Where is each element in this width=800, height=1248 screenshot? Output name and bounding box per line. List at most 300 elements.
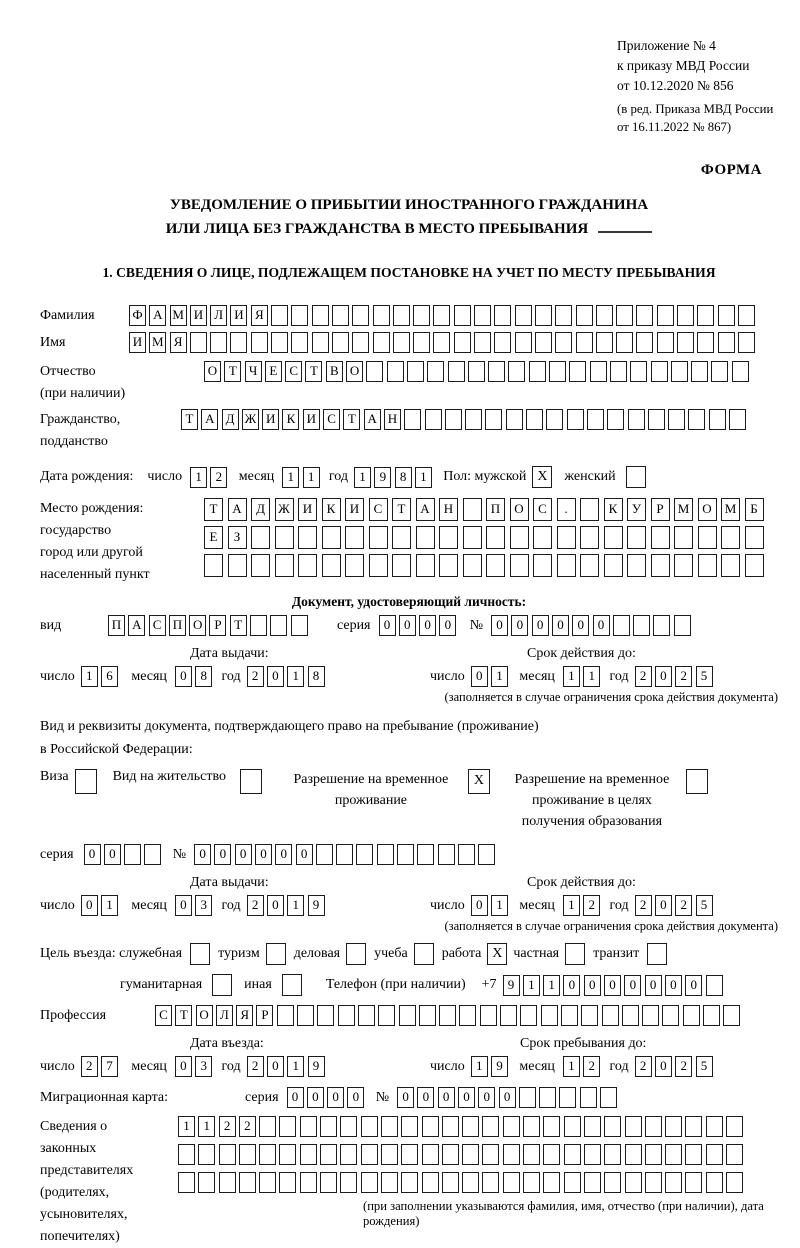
char-cell[interactable]: 0 [347,1087,364,1108]
char-cell[interactable]: 0 [685,975,702,996]
char-cell[interactable]: 0 [194,844,211,865]
char-cell[interactable] [494,305,511,326]
char-cell[interactable] [555,332,572,353]
char-cell[interactable] [322,554,341,577]
char-cell[interactable] [596,332,613,353]
char-cell[interactable] [633,615,650,636]
char-cell[interactable]: 0 [84,844,101,865]
char-cell[interactable] [317,1005,334,1026]
char-cell[interactable] [439,554,458,577]
char-cell[interactable]: 1 [563,666,580,687]
char-cell[interactable] [259,1144,276,1165]
char-cell[interactable] [316,844,333,865]
private-checkbox[interactable] [565,943,585,965]
char-cell[interactable] [378,1005,395,1026]
char-cell[interactable] [465,409,482,430]
char-cell[interactable]: 1 [282,467,299,488]
char-cell[interactable]: 2 [635,895,652,916]
char-cell[interactable] [392,526,411,549]
char-cell[interactable]: Н [439,498,458,521]
char-cell[interactable] [604,526,623,549]
char-cell[interactable]: 1 [287,895,304,916]
char-cell[interactable] [677,332,694,353]
char-cell[interactable]: И [345,498,364,521]
char-cell[interactable] [541,1005,558,1026]
char-cell[interactable] [340,1172,357,1193]
char-cell[interactable] [204,554,223,577]
char-cell[interactable]: 0 [417,1087,434,1108]
char-cell[interactable]: Я [251,305,268,326]
char-cell[interactable] [416,526,435,549]
char-cell[interactable] [604,1172,621,1193]
char-cell[interactable]: 0 [552,615,569,636]
char-cell[interactable]: М [674,498,693,521]
char-cell[interactable]: 1 [287,1056,304,1077]
char-cell[interactable] [373,305,390,326]
char-cell[interactable]: 0 [499,1087,516,1108]
char-cell[interactable] [340,1144,357,1165]
char-cell[interactable]: 1 [303,467,320,488]
char-cell[interactable] [298,526,317,549]
char-cell[interactable]: 1 [523,975,540,996]
char-cell[interactable]: 9 [308,895,325,916]
char-cell[interactable] [539,1087,556,1108]
char-cell[interactable] [462,1144,479,1165]
char-cell[interactable]: 0 [491,615,508,636]
char-cell[interactable]: 0 [655,666,672,687]
char-cell[interactable] [561,1005,578,1026]
char-cell[interactable] [711,361,728,382]
char-cell[interactable] [604,554,623,577]
char-cell[interactable] [458,844,475,865]
char-cell[interactable]: А [364,409,381,430]
char-cell[interactable] [519,1087,536,1108]
char-cell[interactable] [144,844,161,865]
char-cell[interactable] [462,1172,479,1193]
char-cell[interactable]: 0 [471,895,488,916]
char-cell[interactable] [590,361,607,382]
char-cell[interactable]: 0 [511,615,528,636]
char-cell[interactable] [721,554,740,577]
char-cell[interactable] [581,1005,598,1026]
char-cell[interactable] [510,526,529,549]
char-cell[interactable]: 2 [675,666,692,687]
temp-residence-checkbox[interactable]: X [468,769,490,794]
char-cell[interactable]: 6 [101,666,118,687]
char-cell[interactable]: 8 [195,666,212,687]
char-cell[interactable] [651,554,670,577]
char-cell[interactable] [291,615,308,636]
char-cell[interactable]: 2 [675,1056,692,1077]
char-cell[interactable]: П [108,615,125,636]
char-cell[interactable] [709,409,726,430]
char-cell[interactable]: 9 [308,1056,325,1077]
char-cell[interactable] [662,1005,679,1026]
char-cell[interactable]: Т [204,498,223,521]
char-cell[interactable]: 0 [438,1087,455,1108]
char-cell[interactable] [478,844,495,865]
char-cell[interactable] [369,554,388,577]
char-cell[interactable]: Л [216,1005,233,1026]
char-cell[interactable] [515,305,532,326]
char-cell[interactable] [564,1144,581,1165]
char-cell[interactable] [459,1005,476,1026]
char-cell[interactable] [625,1116,642,1137]
char-cell[interactable] [576,305,593,326]
char-cell[interactable]: Е [265,361,282,382]
char-cell[interactable]: П [486,498,505,521]
char-cell[interactable]: 1 [471,1056,488,1077]
char-cell[interactable] [485,409,502,430]
char-cell[interactable]: У [627,498,646,521]
char-cell[interactable]: 1 [101,895,118,916]
char-cell[interactable]: И [190,305,207,326]
char-cell[interactable]: 0 [665,975,682,996]
char-cell[interactable]: 1 [354,467,371,488]
char-cell[interactable] [381,1144,398,1165]
char-cell[interactable] [377,844,394,865]
char-cell[interactable] [674,554,693,577]
char-cell[interactable] [677,305,694,326]
char-cell[interactable] [685,1116,702,1137]
tourism-checkbox[interactable] [266,943,286,965]
char-cell[interactable]: 0 [175,895,192,916]
char-cell[interactable]: 0 [572,615,589,636]
char-cell[interactable] [600,1087,617,1108]
char-cell[interactable] [442,1144,459,1165]
char-cell[interactable]: С [323,409,340,430]
char-cell[interactable] [345,554,364,577]
char-cell[interactable] [674,615,691,636]
char-cell[interactable] [584,1172,601,1193]
char-cell[interactable] [674,526,693,549]
char-cell[interactable] [352,305,369,326]
char-cell[interactable]: М [170,305,187,326]
char-cell[interactable]: С [533,498,552,521]
char-cell[interactable] [616,332,633,353]
char-cell[interactable]: 0 [275,844,292,865]
char-cell[interactable] [198,1144,215,1165]
char-cell[interactable] [190,332,207,353]
char-cell[interactable] [454,332,471,353]
char-cell[interactable]: О [698,498,717,521]
char-cell[interactable]: 2 [239,1116,256,1137]
char-cell[interactable] [580,498,599,521]
char-cell[interactable] [417,844,434,865]
char-cell[interactable] [468,361,485,382]
char-cell[interactable] [345,526,364,549]
char-cell[interactable] [438,844,455,865]
char-cell[interactable]: 0 [478,1087,495,1108]
char-cell[interactable]: 8 [308,666,325,687]
char-cell[interactable] [657,332,674,353]
char-cell[interactable]: Р [209,615,226,636]
char-cell[interactable] [685,1172,702,1193]
char-cell[interactable]: А [416,498,435,521]
char-cell[interactable]: 1 [583,666,600,687]
char-cell[interactable]: К [282,409,299,430]
char-cell[interactable] [533,554,552,577]
char-cell[interactable]: М [149,332,166,353]
char-cell[interactable] [422,1144,439,1165]
char-cell[interactable] [651,526,670,549]
char-cell[interactable]: К [604,498,623,521]
char-cell[interactable] [322,526,341,549]
char-cell[interactable]: 2 [247,895,264,916]
char-cell[interactable]: 0 [267,895,284,916]
char-cell[interactable] [584,1144,601,1165]
char-cell[interactable]: Ч [245,361,262,382]
char-cell[interactable]: 0 [307,1087,324,1108]
char-cell[interactable]: Н [384,409,401,430]
char-cell[interactable]: 0 [327,1087,344,1108]
char-cell[interactable]: 0 [104,844,121,865]
char-cell[interactable] [279,1144,296,1165]
char-cell[interactable]: 0 [563,975,580,996]
char-cell[interactable]: 2 [675,895,692,916]
char-cell[interactable]: А [228,498,247,521]
char-cell[interactable] [645,1144,662,1165]
char-cell[interactable] [439,1005,456,1026]
humanitarian-checkbox[interactable] [212,974,232,996]
char-cell[interactable] [332,332,349,353]
char-cell[interactable] [604,1144,621,1165]
char-cell[interactable] [291,332,308,353]
char-cell[interactable] [482,1144,499,1165]
char-cell[interactable] [401,1144,418,1165]
char-cell[interactable] [401,1172,418,1193]
char-cell[interactable]: 0 [81,895,98,916]
char-cell[interactable] [320,1144,337,1165]
char-cell[interactable] [683,1005,700,1026]
char-cell[interactable]: З [228,526,247,549]
char-cell[interactable] [251,332,268,353]
char-cell[interactable]: Я [170,332,187,353]
char-cell[interactable] [543,1172,560,1193]
char-cell[interactable] [442,1116,459,1137]
char-cell[interactable]: 1 [81,666,98,687]
char-cell[interactable] [340,1116,357,1137]
char-cell[interactable]: И [262,409,279,430]
char-cell[interactable] [445,409,462,430]
char-cell[interactable]: И [303,409,320,430]
char-cell[interactable] [665,1172,682,1193]
char-cell[interactable] [361,1144,378,1165]
char-cell[interactable] [515,332,532,353]
char-cell[interactable]: С [285,361,302,382]
char-cell[interactable] [230,332,247,353]
char-cell[interactable]: 0 [175,1056,192,1077]
char-cell[interactable] [500,1005,517,1026]
char-cell[interactable]: Т [305,361,322,382]
char-cell[interactable]: 2 [247,666,264,687]
char-cell[interactable] [275,526,294,549]
char-cell[interactable]: 0 [267,1056,284,1077]
char-cell[interactable]: 2 [81,1056,98,1077]
char-cell[interactable]: 2 [247,1056,264,1077]
char-cell[interactable] [356,844,373,865]
char-cell[interactable] [381,1116,398,1137]
char-cell[interactable] [228,554,247,577]
char-cell[interactable]: 0 [532,615,549,636]
char-cell[interactable] [463,498,482,521]
char-cell[interactable] [275,554,294,577]
char-cell[interactable]: 0 [296,844,313,865]
char-cell[interactable] [691,361,708,382]
char-cell[interactable]: А [149,305,166,326]
char-cell[interactable]: 0 [175,666,192,687]
char-cell[interactable] [607,409,624,430]
char-cell[interactable] [745,554,764,577]
char-cell[interactable] [685,1144,702,1165]
char-cell[interactable] [580,554,599,577]
char-cell[interactable] [239,1172,256,1193]
char-cell[interactable] [442,1172,459,1193]
char-cell[interactable] [338,1005,355,1026]
residence-permit-checkbox[interactable] [240,769,262,794]
char-cell[interactable] [510,554,529,577]
char-cell[interactable]: Р [256,1005,273,1026]
char-cell[interactable] [433,305,450,326]
char-cell[interactable] [580,1087,597,1108]
char-cell[interactable] [630,361,647,382]
char-cell[interactable] [535,332,552,353]
char-cell[interactable]: Т [181,409,198,430]
char-cell[interactable] [602,1005,619,1026]
char-cell[interactable] [557,554,576,577]
other-checkbox[interactable] [282,974,302,996]
work-checkbox[interactable]: X [487,943,507,965]
char-cell[interactable]: 1 [491,666,508,687]
char-cell[interactable] [616,305,633,326]
char-cell[interactable] [596,305,613,326]
char-cell[interactable] [300,1172,317,1193]
char-cell[interactable] [745,526,764,549]
char-cell[interactable] [291,305,308,326]
char-cell[interactable] [361,1116,378,1137]
char-cell[interactable]: А [201,409,218,430]
char-cell[interactable]: 3 [195,895,212,916]
char-cell[interactable]: 2 [635,666,652,687]
char-cell[interactable] [523,1172,540,1193]
char-cell[interactable] [298,554,317,577]
char-cell[interactable] [279,1116,296,1137]
char-cell[interactable]: 0 [471,666,488,687]
char-cell[interactable]: 1 [563,1056,580,1077]
char-cell[interactable] [300,1116,317,1137]
char-cell[interactable] [726,1144,743,1165]
char-cell[interactable]: Т [392,498,411,521]
char-cell[interactable] [706,1116,723,1137]
char-cell[interactable] [503,1144,520,1165]
business-checkbox[interactable] [346,943,366,965]
study-checkbox[interactable] [414,943,434,965]
char-cell[interactable] [488,361,505,382]
char-cell[interactable] [697,332,714,353]
char-cell[interactable] [427,361,444,382]
char-cell[interactable]: 1 [190,467,207,488]
char-cell[interactable]: 9 [491,1056,508,1077]
char-cell[interactable] [387,361,404,382]
char-cell[interactable]: Т [343,409,360,430]
char-cell[interactable] [300,1144,317,1165]
char-cell[interactable] [463,554,482,577]
char-cell[interactable] [636,332,653,353]
char-cell[interactable]: 1 [287,666,304,687]
char-cell[interactable] [698,554,717,577]
char-cell[interactable] [486,554,505,577]
char-cell[interactable]: 2 [635,1056,652,1077]
char-cell[interactable] [559,1087,576,1108]
transit-checkbox[interactable] [647,943,667,965]
char-cell[interactable] [297,1005,314,1026]
char-cell[interactable] [393,332,410,353]
char-cell[interactable]: 1 [178,1116,195,1137]
char-cell[interactable]: И [298,498,317,521]
char-cell[interactable] [627,526,646,549]
char-cell[interactable] [251,526,270,549]
char-cell[interactable] [648,409,665,430]
char-cell[interactable] [178,1144,195,1165]
char-cell[interactable] [320,1116,337,1137]
char-cell[interactable] [373,332,390,353]
char-cell[interactable]: 9 [503,975,520,996]
char-cell[interactable] [625,1144,642,1165]
char-cell[interactable]: Е [204,526,223,549]
char-cell[interactable]: С [369,498,388,521]
char-cell[interactable] [636,305,653,326]
char-cell[interactable] [219,1172,236,1193]
char-cell[interactable]: . [557,498,576,521]
char-cell[interactable] [721,526,740,549]
char-cell[interactable]: 0 [584,975,601,996]
char-cell[interactable] [726,1116,743,1137]
char-cell[interactable]: 1 [415,467,432,488]
char-cell[interactable]: Б [745,498,764,521]
char-cell[interactable] [726,1172,743,1193]
char-cell[interactable]: 2 [210,467,227,488]
char-cell[interactable] [416,554,435,577]
char-cell[interactable] [738,305,755,326]
char-cell[interactable] [250,615,267,636]
char-cell[interactable]: 0 [439,615,456,636]
char-cell[interactable]: О [196,1005,213,1026]
char-cell[interactable] [671,361,688,382]
char-cell[interactable] [564,1172,581,1193]
char-cell[interactable] [738,332,755,353]
char-cell[interactable] [419,1005,436,1026]
char-cell[interactable]: 8 [395,467,412,488]
char-cell[interactable] [259,1172,276,1193]
female-checkbox[interactable] [626,466,646,488]
char-cell[interactable] [651,361,668,382]
char-cell[interactable] [480,1005,497,1026]
char-cell[interactable] [706,1144,723,1165]
char-cell[interactable] [529,361,546,382]
char-cell[interactable]: 1 [491,895,508,916]
char-cell[interactable] [697,305,714,326]
char-cell[interactable] [401,1116,418,1137]
char-cell[interactable] [657,305,674,326]
char-cell[interactable]: Ж [242,409,259,430]
char-cell[interactable] [422,1116,439,1137]
char-cell[interactable] [718,305,735,326]
char-cell[interactable] [653,615,670,636]
char-cell[interactable] [706,975,723,996]
char-cell[interactable]: М [721,498,740,521]
char-cell[interactable] [506,409,523,430]
char-cell[interactable] [433,332,450,353]
